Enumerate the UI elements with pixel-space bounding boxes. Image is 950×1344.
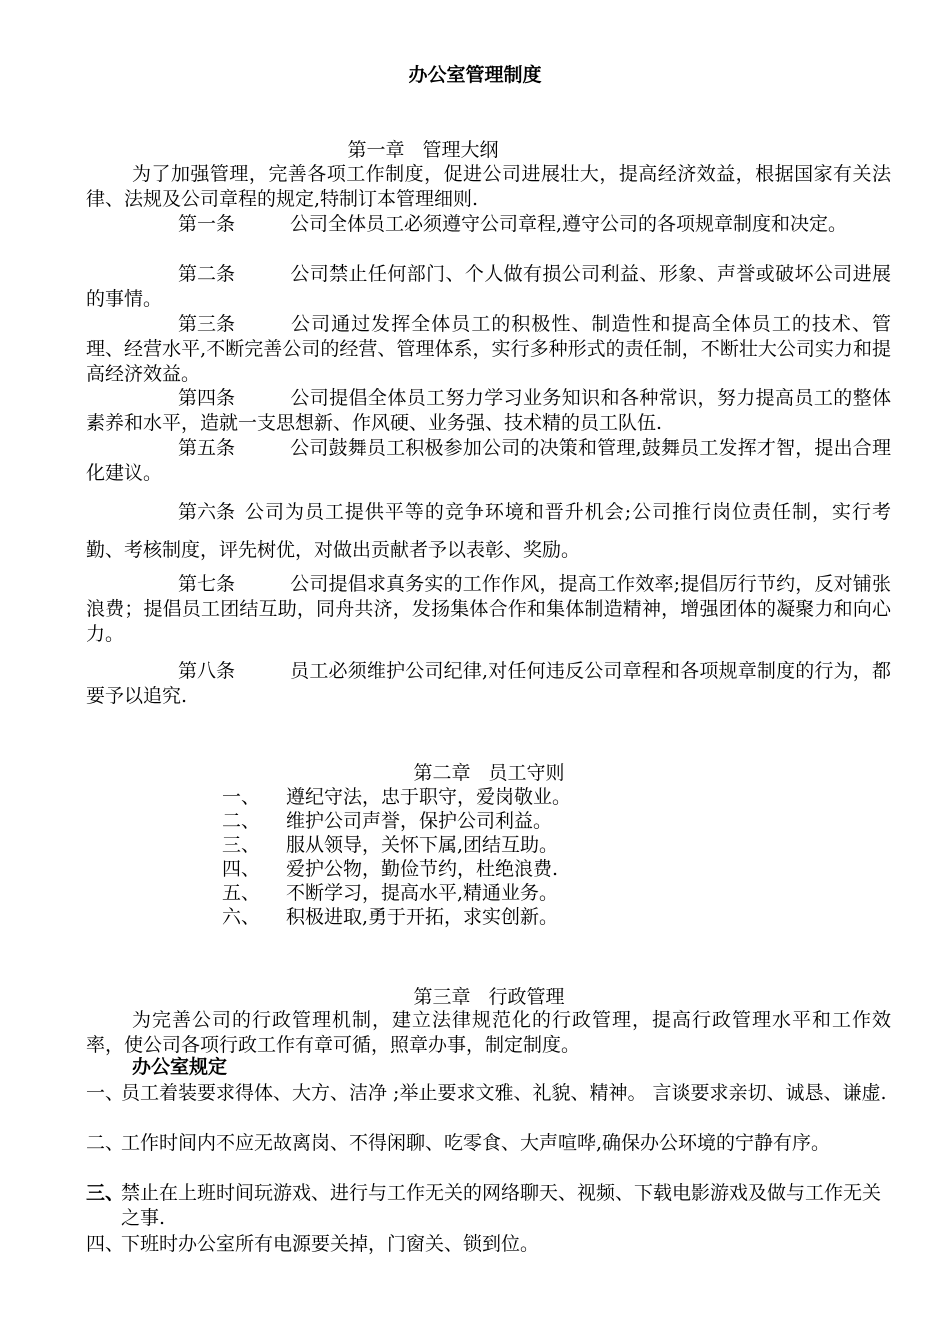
article-text: 公司禁止任何部门、个人做有损公司利益、形象、声誉或破坏公司进展的事情。	[86, 263, 891, 310]
article-text: 公司提倡全体员工努力学习业务知识和各种常识，努力提高员工的整体素养和水平，造就一支思想新、作风硬、业务强、技术精的员工队伍.	[86, 387, 891, 434]
section-title: 办公室规定	[132, 1056, 228, 1078]
rule-text: 员工着装要求得体、大方、洁净 ;举止要求文雅、礼貌、精神。 言谈要求亲切、诚恳、谦虚.	[121, 1082, 887, 1104]
chapter-name: 行政管理	[488, 986, 565, 1008]
article-label: 第一条	[178, 213, 236, 235]
item-number: 六、	[222, 906, 261, 928]
rule-number: 二、	[86, 1132, 125, 1154]
chapter-number: 第二章	[413, 762, 471, 784]
chapter-name: 员工守则	[488, 762, 565, 784]
article-label: 第八条	[178, 660, 236, 682]
item-text: 积极进取,勇于开拓，求实创新。	[286, 906, 559, 928]
article-text: 公司全体员工必须遵守公司章程,遵守公司的各项规章制度和决定。	[290, 213, 848, 235]
chapter-3-intro: 为完善公司的行政管理机制，建立法律规范化的行政管理，提高行政管理水平和工作效率，使公司各项行政工作有章可循，照章办事，制定制度。	[86, 1009, 891, 1056]
item-number: 二、	[222, 810, 261, 832]
item-number: 一、	[222, 786, 261, 808]
article-5	[86, 436, 891, 486]
article-1	[86, 212, 891, 237]
rule-number: 一、	[86, 1082, 125, 1104]
article-label: 第七条	[178, 573, 236, 595]
rule-text: 禁止在上班时间玩游戏、进行与工作无关的网络聊天、视频、下载电影游戏及做与工作无关之事.	[121, 1182, 882, 1229]
code-item-1	[222, 786, 571, 810]
item-text: 服从领导，关怀下属,团结互助。	[286, 834, 559, 856]
item-text: 维护公司声誉，保护公司利益。	[286, 810, 553, 832]
item-text: 不断学习，提高水平,精通业务。	[286, 882, 559, 904]
chapter-1-heading	[0, 137, 898, 163]
article-text: 公司通过发挥全体员工的积极性、制造性和提高全体员工的技术、管理、经营水平,不断完善公司的经营、管理体系，实行多种形式的责任制，不断壮大公司实力和提高经济效益。	[86, 313, 891, 385]
chapter-1-intro: 为了加强管理，完善各项工作制度，促进公司进展壮大，提高经济效益，根据国家有关法律、法规及公司章程的规定,特制订本管理细则.	[86, 163, 891, 210]
article-4	[86, 386, 891, 436]
rule-number: 四、	[86, 1233, 125, 1255]
article-label: 第四条	[178, 387, 236, 409]
code-item-6	[222, 906, 558, 930]
code-item-2	[222, 810, 552, 834]
document-title: 办公室管理制度	[408, 64, 542, 86]
code-item-4	[222, 858, 558, 882]
article-label: 第二条	[178, 263, 236, 285]
office-rule-3	[86, 1181, 891, 1231]
item-number: 四、	[222, 858, 261, 880]
office-rule-4	[86, 1232, 891, 1257]
code-item-5	[222, 882, 558, 906]
office-rule-2	[86, 1131, 891, 1156]
item-number: 五、	[222, 882, 261, 904]
item-number: 三、	[222, 834, 261, 856]
chapter-number: 第三章	[413, 986, 471, 1008]
article-label: 第六条	[178, 501, 236, 523]
item-text: 遵纪守法，忠于职守，爱岗敬业。	[286, 786, 572, 808]
article-7	[86, 572, 891, 647]
item-text: 爱护公物，勤俭节约，杜绝浪费.	[286, 858, 559, 880]
chapter-number: 第一章	[347, 139, 405, 161]
chapter-2-heading	[14, 760, 950, 786]
article-text: 公司鼓舞员工积极参加公司的决策和管理,鼓舞员工发挥才智，提出合理化建议。	[86, 437, 891, 484]
article-label: 第五条	[178, 437, 236, 459]
rule-number: 三、	[86, 1182, 125, 1204]
rule-text: 下班时办公室所有电源要关掉，门窗关、锁到位。	[121, 1233, 540, 1255]
article-text: 公司为员工提供平等的竞争环境和晋升机会;公司推行岗位责任制，实行考勤、考核制度，评先树优，对做出贡献者予以表彰、奖励。	[86, 501, 891, 561]
chapter-3-heading	[14, 984, 950, 1010]
article-text: 公司提倡求真务实的工作作风，提高工作效率;提倡厉行节约，反对铺张浪费；提倡员工团结互助，同舟共济，发扬集体合作和集体制造精神，增强团体的凝聚力和向心力。	[86, 573, 891, 645]
code-item-3	[222, 834, 558, 858]
article-8	[86, 659, 891, 709]
article-label: 第三条	[178, 313, 236, 335]
rule-text: 工作时间内不应无故离岗、不得闲聊、吃零食、大声喧哗,确保办公环境的宁静有序。	[121, 1132, 831, 1154]
office-rule-1	[86, 1081, 891, 1106]
chapter-name: 管理大纲	[422, 139, 499, 161]
article-text: 员工必须维护公司纪律,对任何违反公司章程和各项规章制度的行为，都要予以追究.	[86, 660, 891, 707]
article-3	[86, 312, 891, 387]
article-2	[86, 262, 891, 312]
article-6	[86, 493, 891, 569]
